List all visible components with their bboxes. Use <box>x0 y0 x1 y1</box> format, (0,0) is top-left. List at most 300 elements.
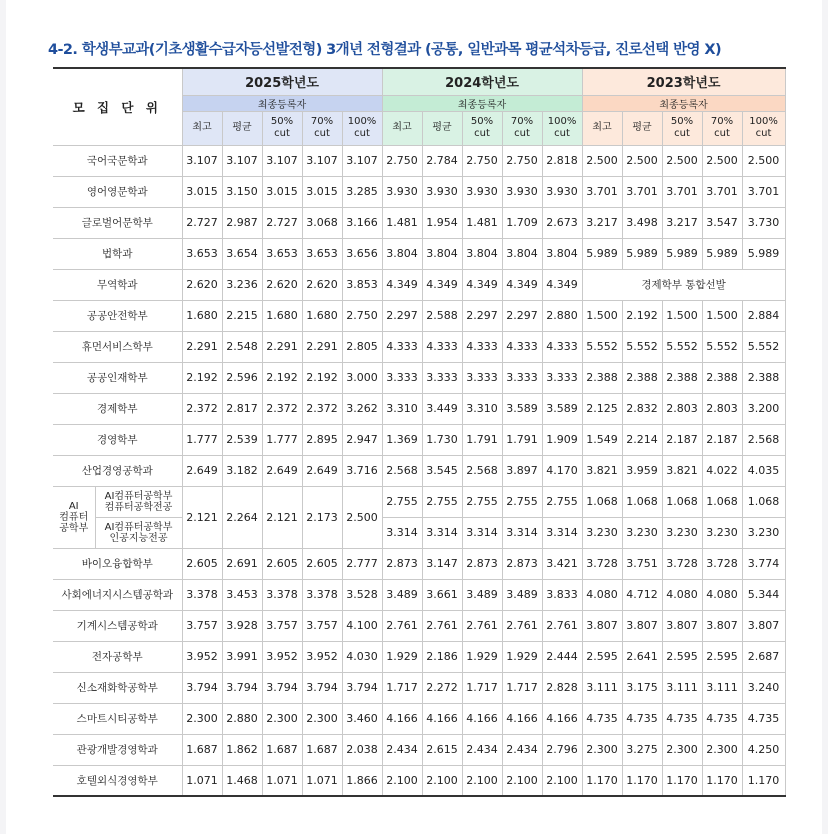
unit-name: 스마트시티공학부 <box>53 703 182 734</box>
value-cell: 3.310 <box>382 393 422 424</box>
year-2025-header: 2025학년도 <box>182 68 382 95</box>
value-cell: 5.552 <box>662 331 702 362</box>
value-cell: 3.314 <box>382 517 422 548</box>
value-cell: 3.068 <box>302 207 342 238</box>
value-cell: 3.701 <box>702 176 742 207</box>
value-cell: 2.125 <box>582 393 622 424</box>
value-cell: 2.649 <box>262 455 302 486</box>
value-cell: 1.862 <box>222 734 262 765</box>
table-row <box>53 455 785 486</box>
unit-name: 관광개발경영학과 <box>53 734 182 765</box>
value-cell: 3.489 <box>382 579 422 610</box>
value-cell: 4.022 <box>702 455 742 486</box>
value-cell: 1.170 <box>742 765 785 796</box>
value-cell: 3.804 <box>502 238 542 269</box>
value-cell: 2.300 <box>662 734 702 765</box>
value-cell: 2.761 <box>422 610 462 641</box>
value-cell: 3.730 <box>742 207 785 238</box>
value-cell: 1.929 <box>462 641 502 672</box>
value-cell: 3.897 <box>502 455 542 486</box>
value-cell: 3.804 <box>422 238 462 269</box>
value-cell: 2.568 <box>382 455 422 486</box>
value-cell: 2.687 <box>742 641 785 672</box>
value-cell: 2.300 <box>302 703 342 734</box>
value-cell: 4.166 <box>542 703 582 734</box>
unit-name: AI컴퓨터공학부 컴퓨터공학전공 <box>95 486 182 517</box>
value-cell: 1.481 <box>462 207 502 238</box>
value-cell: 4.166 <box>382 703 422 734</box>
value-cell: 2.100 <box>462 765 502 796</box>
value-cell: 1.068 <box>622 486 662 517</box>
value-cell: 3.217 <box>582 207 622 238</box>
table-row <box>53 207 785 238</box>
value-cell: 3.794 <box>302 672 342 703</box>
value-cell: 1.170 <box>582 765 622 796</box>
column-header: 평균 <box>222 111 262 145</box>
unit-name: 신소재화학공학부 <box>53 672 182 703</box>
value-cell: 2.100 <box>502 765 542 796</box>
value-cell: 2.805 <box>342 331 382 362</box>
value-cell: 3.930 <box>542 176 582 207</box>
value-cell: 3.821 <box>662 455 702 486</box>
value-cell: 3.015 <box>302 176 342 207</box>
value-cell: 3.833 <box>542 579 582 610</box>
value-cell: 5.344 <box>742 579 785 610</box>
value-cell: 5.552 <box>702 331 742 362</box>
value-cell: 3.728 <box>662 548 702 579</box>
value-cell: 4.080 <box>702 579 742 610</box>
value-cell: 2.500 <box>702 145 742 176</box>
value-cell: 2.500 <box>742 145 785 176</box>
value-cell: 3.952 <box>302 641 342 672</box>
unit-name: 공공인재학부 <box>53 362 182 393</box>
value-cell: 1.369 <box>382 424 422 455</box>
final-registrant-label: 최종등록자 <box>382 95 582 111</box>
table-row <box>53 734 785 765</box>
value-cell: 1.687 <box>182 734 222 765</box>
value-cell: 2.215 <box>222 300 262 331</box>
value-cell: 2.620 <box>262 269 302 300</box>
value-cell: 3.757 <box>182 610 222 641</box>
value-cell: 2.761 <box>462 610 502 641</box>
value-cell: 2.873 <box>502 548 542 579</box>
value-cell: 3.794 <box>342 672 382 703</box>
value-cell: 2.755 <box>422 486 462 517</box>
value-cell: 5.552 <box>742 331 785 362</box>
table-row <box>53 765 785 796</box>
table-row <box>53 703 785 734</box>
value-cell: 2.818 <box>542 145 582 176</box>
value-cell: 3.716 <box>342 455 382 486</box>
value-cell: 2.777 <box>342 548 382 579</box>
value-cell: 1.071 <box>262 765 302 796</box>
column-header: 50% cut <box>462 111 502 145</box>
value-cell: 4.349 <box>502 269 542 300</box>
value-cell: 3.751 <box>622 548 662 579</box>
value-cell: 1.709 <box>502 207 542 238</box>
value-cell: 4.735 <box>622 703 662 734</box>
value-cell: 4.333 <box>422 331 462 362</box>
value-cell: 3.230 <box>622 517 662 548</box>
value-cell: 3.656 <box>342 238 382 269</box>
value-cell: 3.378 <box>182 579 222 610</box>
table-row <box>53 176 785 207</box>
value-cell: 2.388 <box>662 362 702 393</box>
value-cell: 4.735 <box>582 703 622 734</box>
value-cell: 2.615 <box>422 734 462 765</box>
final-registrant-label: 최종등록자 <box>582 95 785 111</box>
value-cell: 3.015 <box>182 176 222 207</box>
value-cell: 2.880 <box>222 703 262 734</box>
value-cell: 3.807 <box>582 610 622 641</box>
value-cell: 2.755 <box>502 486 542 517</box>
value-cell: 2.595 <box>662 641 702 672</box>
value-cell: 2.100 <box>422 765 462 796</box>
value-cell: 1.071 <box>302 765 342 796</box>
value-cell: 2.750 <box>342 300 382 331</box>
value-cell: 2.595 <box>582 641 622 672</box>
value-cell: 4.333 <box>462 331 502 362</box>
column-header: 100% cut <box>542 111 582 145</box>
value-cell: 4.333 <box>502 331 542 362</box>
value-cell: 2.187 <box>702 424 742 455</box>
value-cell: 2.947 <box>342 424 382 455</box>
value-cell: 2.568 <box>462 455 502 486</box>
value-cell: 2.895 <box>302 424 342 455</box>
value-cell: 3.804 <box>462 238 502 269</box>
value-cell: 2.300 <box>702 734 742 765</box>
value-cell: 4.735 <box>662 703 702 734</box>
value-cell: 3.547 <box>702 207 742 238</box>
value-cell: 2.300 <box>182 703 222 734</box>
value-cell: 2.755 <box>382 486 422 517</box>
value-cell: 3.333 <box>382 362 422 393</box>
unit-name: 경영학부 <box>53 424 182 455</box>
value-cell: 2.803 <box>702 393 742 424</box>
value-cell: 5.989 <box>742 238 785 269</box>
value-cell: 2.828 <box>542 672 582 703</box>
value-cell: 2.192 <box>262 362 302 393</box>
value-cell: 2.620 <box>302 269 342 300</box>
column-header: 70% cut <box>302 111 342 145</box>
value-cell: 2.750 <box>502 145 542 176</box>
value-cell: 3.654 <box>222 238 262 269</box>
unit-name: 기계시스템공학과 <box>53 610 182 641</box>
page-title: 4-2. 학생부교과(기초생활수급자등선발전형) 3개년 전형결과 (공통, 일반과목 평균석차등급, 진로선택 반영 X) <box>48 42 722 58</box>
value-cell: 2.100 <box>542 765 582 796</box>
value-cell: 2.873 <box>462 548 502 579</box>
unit-name: 산업경영공학과 <box>53 455 182 486</box>
value-cell: 4.035 <box>742 455 785 486</box>
value-cell: 3.230 <box>582 517 622 548</box>
value-cell: 3.150 <box>222 176 262 207</box>
value-cell: 1.680 <box>182 300 222 331</box>
value-cell: 3.285 <box>342 176 382 207</box>
value-cell: 2.297 <box>502 300 542 331</box>
value-cell: 1.170 <box>662 765 702 796</box>
value-cell: 2.727 <box>182 207 222 238</box>
value-cell: 3.757 <box>262 610 302 641</box>
value-cell: 3.240 <box>742 672 785 703</box>
value-cell: 2.605 <box>182 548 222 579</box>
value-cell: 3.489 <box>502 579 542 610</box>
value-cell: 2.372 <box>182 393 222 424</box>
value-cell: 2.272 <box>422 672 462 703</box>
value-cell: 2.388 <box>702 362 742 393</box>
value-cell: 2.100 <box>382 765 422 796</box>
value-cell: 3.000 <box>342 362 382 393</box>
value-cell: 2.727 <box>262 207 302 238</box>
value-cell: 1.954 <box>422 207 462 238</box>
table-row <box>53 548 785 579</box>
value-cell: 3.804 <box>542 238 582 269</box>
value-cell: 2.214 <box>622 424 662 455</box>
value-cell: 4.349 <box>422 269 462 300</box>
value-cell: 3.774 <box>742 548 785 579</box>
value-cell: 3.589 <box>502 393 542 424</box>
value-cell: 2.121 <box>262 486 302 548</box>
unit-name: 호텔외식경영학부 <box>53 765 182 796</box>
table-row <box>53 486 785 517</box>
value-cell: 1.717 <box>382 672 422 703</box>
value-cell: 3.378 <box>262 579 302 610</box>
value-cell: 4.100 <box>342 610 382 641</box>
value-cell: 2.817 <box>222 393 262 424</box>
column-header: 평균 <box>622 111 662 145</box>
table-row <box>53 672 785 703</box>
value-cell: 2.291 <box>302 331 342 362</box>
value-cell: 3.182 <box>222 455 262 486</box>
value-cell: 3.107 <box>222 145 262 176</box>
unit-name: 사회에너지시스템공학과 <box>53 579 182 610</box>
value-cell: 2.588 <box>422 300 462 331</box>
value-cell: 3.930 <box>382 176 422 207</box>
value-cell: 2.880 <box>542 300 582 331</box>
value-cell: 3.489 <box>462 579 502 610</box>
value-cell: 1.068 <box>582 486 622 517</box>
value-cell: 4.349 <box>382 269 422 300</box>
value-cell: 3.653 <box>262 238 302 269</box>
value-cell: 3.807 <box>622 610 662 641</box>
value-cell: 4.735 <box>702 703 742 734</box>
unit-name: 경제학부 <box>53 393 182 424</box>
value-cell: 3.147 <box>422 548 462 579</box>
unit-name: 글로벌어문학부 <box>53 207 182 238</box>
value-cell: 2.873 <box>382 548 422 579</box>
value-cell: 2.649 <box>182 455 222 486</box>
value-cell: 3.200 <box>742 393 785 424</box>
value-cell: 3.453 <box>222 579 262 610</box>
value-cell: 3.166 <box>342 207 382 238</box>
value-cell: 3.449 <box>422 393 462 424</box>
value-cell: 2.620 <box>182 269 222 300</box>
value-cell: 3.111 <box>662 672 702 703</box>
table-row <box>53 424 785 455</box>
value-cell: 1.717 <box>462 672 502 703</box>
value-cell: 3.807 <box>742 610 785 641</box>
value-cell: 1.680 <box>262 300 302 331</box>
value-cell: 3.333 <box>462 362 502 393</box>
value-cell: 2.173 <box>302 486 342 548</box>
value-cell: 1.730 <box>422 424 462 455</box>
value-cell: 3.107 <box>302 145 342 176</box>
value-cell: 2.372 <box>262 393 302 424</box>
unit-name: 법학과 <box>53 238 182 269</box>
table-row <box>53 393 785 424</box>
value-cell: 4.250 <box>742 734 785 765</box>
value-cell: 4.712 <box>622 579 662 610</box>
value-cell: 3.804 <box>382 238 422 269</box>
value-cell: 1.549 <box>582 424 622 455</box>
value-cell: 1.680 <box>302 300 342 331</box>
value-cell: 2.761 <box>502 610 542 641</box>
value-cell: 1.791 <box>502 424 542 455</box>
year-2024-header: 2024학년도 <box>382 68 582 95</box>
value-cell: 3.498 <box>622 207 662 238</box>
value-cell: 3.991 <box>222 641 262 672</box>
value-cell: 3.728 <box>702 548 742 579</box>
value-cell: 5.989 <box>622 238 662 269</box>
value-cell: 4.080 <box>582 579 622 610</box>
value-cell: 1.071 <box>182 765 222 796</box>
value-cell: 3.757 <box>302 610 342 641</box>
column-header: 70% cut <box>502 111 542 145</box>
table-row <box>53 641 785 672</box>
value-cell: 1.777 <box>182 424 222 455</box>
unit-name: 휴먼서비스학부 <box>53 331 182 362</box>
value-cell: 2.187 <box>662 424 702 455</box>
value-cell: 3.528 <box>342 579 382 610</box>
value-cell: 3.333 <box>502 362 542 393</box>
column-header: 평균 <box>422 111 462 145</box>
value-cell: 3.230 <box>702 517 742 548</box>
value-cell: 3.314 <box>502 517 542 548</box>
table-row <box>53 331 785 362</box>
value-cell: 2.761 <box>382 610 422 641</box>
value-cell: 3.930 <box>422 176 462 207</box>
value-cell: 4.030 <box>342 641 382 672</box>
value-cell: 2.750 <box>462 145 502 176</box>
value-cell: 1.717 <box>502 672 542 703</box>
value-cell: 3.728 <box>582 548 622 579</box>
table-row <box>53 269 785 300</box>
value-cell: 4.166 <box>462 703 502 734</box>
column-header: 50% cut <box>262 111 302 145</box>
value-cell: 3.701 <box>622 176 662 207</box>
unit-group-name: AI 컴퓨터 공학부 <box>53 486 95 548</box>
table-row <box>53 579 785 610</box>
value-cell: 2.434 <box>462 734 502 765</box>
column-header: 100% cut <box>342 111 382 145</box>
results-table <box>53 67 786 797</box>
value-cell: 2.784 <box>422 145 462 176</box>
value-cell: 2.755 <box>542 486 582 517</box>
column-header: 100% cut <box>742 111 785 145</box>
value-cell: 3.807 <box>662 610 702 641</box>
value-cell: 2.605 <box>262 548 302 579</box>
value-cell: 4.170 <box>542 455 582 486</box>
value-cell: 3.175 <box>622 672 662 703</box>
table-row <box>53 238 785 269</box>
value-cell: 3.952 <box>262 641 302 672</box>
value-cell: 2.500 <box>342 486 382 548</box>
value-cell: 4.735 <box>742 703 785 734</box>
value-cell: 3.794 <box>262 672 302 703</box>
unit-name: 공공안전학부 <box>53 300 182 331</box>
value-cell: 2.755 <box>462 486 502 517</box>
value-cell: 1.500 <box>662 300 702 331</box>
value-cell: 2.434 <box>502 734 542 765</box>
value-cell: 1.777 <box>262 424 302 455</box>
value-cell: 1.481 <box>382 207 422 238</box>
value-cell: 2.297 <box>382 300 422 331</box>
value-cell: 2.192 <box>182 362 222 393</box>
value-cell: 3.701 <box>742 176 785 207</box>
value-cell: 3.701 <box>582 176 622 207</box>
value-cell: 2.444 <box>542 641 582 672</box>
value-cell: 2.500 <box>582 145 622 176</box>
value-cell: 2.987 <box>222 207 262 238</box>
value-cell: 3.653 <box>302 238 342 269</box>
value-cell: 3.952 <box>182 641 222 672</box>
value-cell: 1.866 <box>342 765 382 796</box>
year-2023-header: 2023학년도 <box>582 68 785 95</box>
value-cell: 5.989 <box>702 238 742 269</box>
value-cell: 1.687 <box>302 734 342 765</box>
value-cell: 2.832 <box>622 393 662 424</box>
column-header: 70% cut <box>702 111 742 145</box>
value-cell: 2.388 <box>622 362 662 393</box>
final-registrant-label: 최종등록자 <box>182 95 382 111</box>
table-row <box>53 610 785 641</box>
value-cell: 2.605 <box>302 548 342 579</box>
value-cell: 1.170 <box>702 765 742 796</box>
value-cell: 2.121 <box>182 486 222 548</box>
value-cell: 3.107 <box>182 145 222 176</box>
value-cell: 2.803 <box>662 393 702 424</box>
document-page <box>6 0 822 834</box>
table-row <box>53 517 785 548</box>
value-cell: 3.310 <box>462 393 502 424</box>
value-cell: 3.107 <box>262 145 302 176</box>
value-cell: 3.236 <box>222 269 262 300</box>
value-cell: 2.186 <box>422 641 462 672</box>
value-cell: 3.314 <box>542 517 582 548</box>
unit-name: 바이오융합학부 <box>53 548 182 579</box>
value-cell: 3.333 <box>542 362 582 393</box>
value-cell: 1.068 <box>742 486 785 517</box>
value-cell: 4.333 <box>382 331 422 362</box>
value-cell: 2.388 <box>582 362 622 393</box>
value-cell: 2.297 <box>462 300 502 331</box>
value-cell: 4.349 <box>542 269 582 300</box>
value-cell: 1.929 <box>382 641 422 672</box>
value-cell: 1.909 <box>542 424 582 455</box>
merged-note: 경제학부 통합선발 <box>582 269 785 300</box>
value-cell: 3.275 <box>622 734 662 765</box>
column-header: 최고 <box>182 111 222 145</box>
value-cell: 2.568 <box>742 424 785 455</box>
value-cell: 2.300 <box>262 703 302 734</box>
column-header: 최고 <box>582 111 622 145</box>
value-cell: 2.038 <box>342 734 382 765</box>
table-row <box>53 300 785 331</box>
value-cell: 4.080 <box>662 579 702 610</box>
table-row <box>53 145 785 176</box>
value-cell: 2.192 <box>302 362 342 393</box>
value-cell: 3.794 <box>222 672 262 703</box>
unit-name: 국어국문학과 <box>53 145 182 176</box>
